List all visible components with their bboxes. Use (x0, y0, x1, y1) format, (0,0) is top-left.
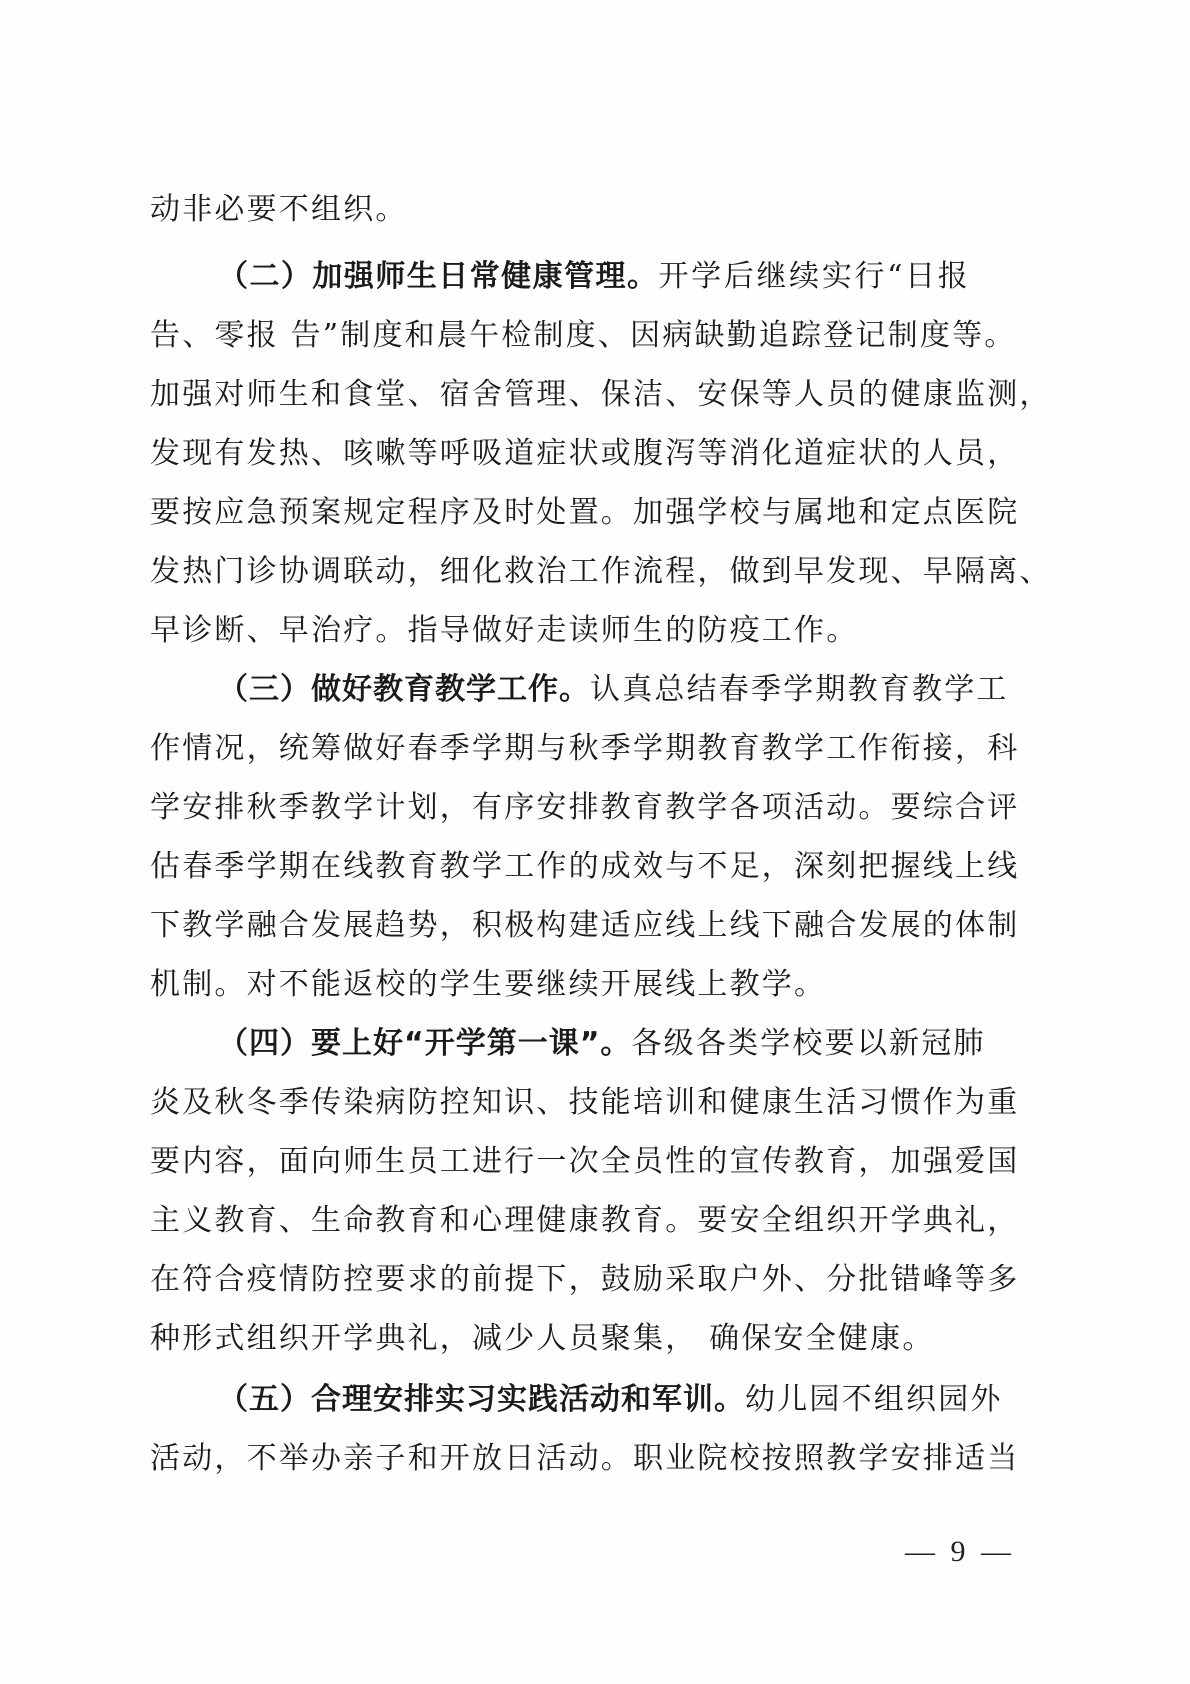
section-heading-line (218, 1378, 1003, 1422)
body-line (150, 609, 970, 653)
line-text: 各级各类学校要以新冠肺 (631, 1026, 986, 1061)
line-text: 发现有发热、咳嗽等呼吸道症状或腹泻等消化道症状的人员， (150, 436, 1020, 471)
body-line (150, 491, 1020, 535)
line-text: 幼儿园不组织园外 (745, 1382, 1003, 1417)
line-text: 要内容，面向师生员工进行一次全员性的宣传教育，加强爱国 (150, 1144, 1020, 1179)
body-line (150, 1437, 1020, 1481)
body-line (150, 188, 970, 232)
body-line (150, 373, 1052, 417)
line-text: 学安排秋季教学计划，有序安排教育教学各项活动。要综合评 (150, 790, 1020, 825)
line-text: 发热门诊协调联动，细化救治工作流程，做到早发现、早隔离、 (150, 554, 1052, 589)
body-line (150, 1081, 1020, 1125)
body-line (150, 1258, 1020, 1302)
body-line (150, 314, 1017, 358)
line-text: 在符合疫情防控要求的前提下，鼓励采取户外、分批错峰等多 (150, 1262, 1020, 1297)
section-heading-3: （三）做好教育教学工作。 (218, 672, 590, 707)
body-line (150, 1140, 1020, 1184)
body-line (150, 1199, 1020, 1243)
line-text: 下教学融合发展趋势，积极构建适应线上线下融合发展的体制 (150, 908, 1020, 943)
line-text: 主义教育、生命教育和心理健康教育。要安全组织开学典礼， (150, 1203, 1020, 1238)
body-line (150, 1317, 970, 1361)
body-line (150, 963, 970, 1007)
line-text: 开学后继续实行“日报 (658, 259, 971, 294)
line-text: 早诊断、早治疗。指导做好走读师生的防疫工作。 (150, 613, 859, 648)
line-text: 认真总结春季学期教育教学工 (590, 672, 1009, 707)
body-line (150, 786, 1020, 830)
line-text: 告、零报 告”制度和晨午检制度、因病缺勤追踪登记制度等。 (150, 318, 1017, 353)
line-text: 加强对师生和食堂、宿舍管理、保洁、安保等人员的健康监测， (150, 377, 1052, 412)
line-text: 要按应急预案规定程序及时处置。加强学校与属地和定点医院 (150, 495, 1020, 530)
page-number: — 9 — (905, 1535, 1015, 1568)
line-text: 炎及秋冬季传染病防控知识、技能培训和健康生活习惯作为重 (150, 1085, 1020, 1120)
line-text: 活动，不举办亲子和开放日活动。职业院校按照教学安排适当 (150, 1441, 1020, 1476)
section-heading-4: （四）要上好“开学第一课”。 (218, 1026, 632, 1061)
line-text: 动非必要不组织。 (150, 192, 408, 227)
section-heading-line (218, 1022, 986, 1066)
section-heading-line (218, 255, 970, 299)
line-text: 作情况，统筹做好春季学期与秋季学期教育教学工作衔接，科 (150, 731, 1020, 766)
line-text: 机制。对不能返校的学生要继续开展线上教学。 (150, 967, 827, 1002)
line-text: 估春季学期在线教育教学工作的成效与不足，深刻把握线上线 (150, 849, 1020, 884)
body-line (150, 432, 1020, 476)
section-heading-2: （二）加强师生日常健康管理。 (218, 259, 659, 294)
section-heading-line (218, 668, 1009, 712)
section-heading-5: （五）合理安排实习实践活动和军训。 (218, 1382, 745, 1417)
body-line (150, 550, 1052, 594)
body-line (150, 727, 1020, 771)
line-text: 种形式组织开学典礼，减少人员聚集， 确保安全健康。 (150, 1321, 935, 1356)
body-line (150, 845, 1020, 889)
body-line (150, 904, 1020, 948)
